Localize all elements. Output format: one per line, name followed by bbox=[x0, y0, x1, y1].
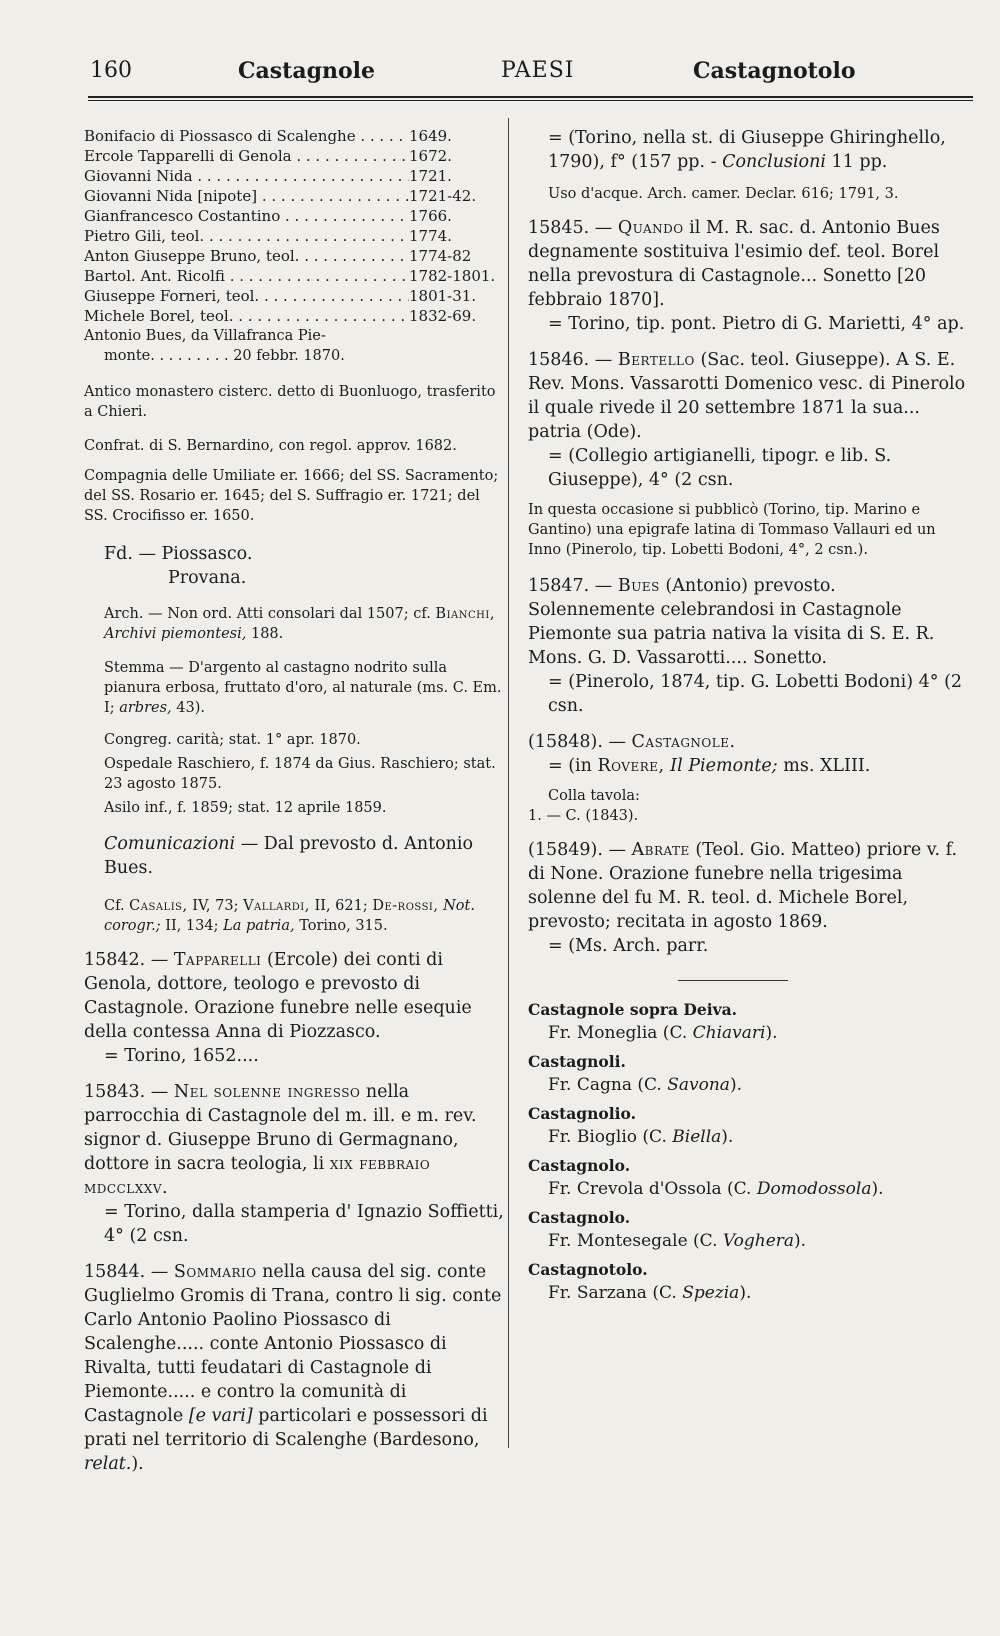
priest-row: Gianfrancesco Costantino . . . 1766. bbox=[84, 206, 504, 226]
place-name: Castagnole sopra Deiva. bbox=[528, 1000, 738, 1019]
place-list bbox=[528, 999, 968, 1305]
archive-note: Arch. — Non ord. Atti consolari dal 1507; cf. Bianchi, Archivi piemontesi, 188. bbox=[104, 606, 495, 642]
priest-row: Giuseppe Forneri, teol. . . . 1801-31. bbox=[84, 286, 504, 306]
place-fraction: Fr. Cagna (C. Savona). bbox=[548, 1075, 742, 1095]
header-rule-thin bbox=[88, 100, 973, 101]
entry-15845-pub: = Torino, tip. pont. Pietro di G. Marietti, 4° ap. bbox=[548, 314, 965, 334]
coat-of-arms-note: Stemma — D'argento al castagno nodrito sulla pianura erbosa, fruttato d'oro, al naturale (ms. C. Em. I; arbres, 43). bbox=[104, 660, 502, 716]
asylum-note: Asilo inf., f. 1859; stat. 12 aprile 1859. bbox=[104, 800, 387, 816]
plate-item: 1. — C. (1843). bbox=[528, 808, 639, 824]
left-column bbox=[84, 126, 504, 1476]
entry-15846-note: In questa occasione si pubblicò (Torino, tip. Marino e Gantino) una epigrafe latina di Tommaso Vallauri ed un Inno (Pinerolo, tip. Lobetti Bodoni, 4°, 2 csn.). bbox=[528, 502, 936, 558]
compagnia-note: Compagnia delle Umiliate er. 1666; del SS. Sacramento; del SS. Rosario er. 1645; del S. Suffragio er. 1721; del SS. Crocifisso er. 1650. bbox=[84, 468, 499, 524]
place-name: Castagnotolo. bbox=[528, 1260, 648, 1279]
entry-15847: 15847. — Bues (Antonio) prevosto. Solennemente celebrandosi in Castagnole Piemonte sua patria nativa la visita di S. E. R. Mons. G. D. Vassarotti.... Sonetto. bbox=[528, 576, 935, 668]
communications-note: Comunicazioni — Dal prevosto d. Antonio Bues. bbox=[104, 834, 474, 878]
entry-15846-pub: = (Collegio artigianelli, tipogr. e lib. S. Giuseppe), 4° (2 csn. bbox=[548, 446, 892, 490]
header-rule bbox=[88, 96, 973, 98]
feudatari-line-2: Provana. bbox=[168, 568, 247, 588]
entry-15848-pub: = (in Rovere, Il Piemonte; ms. XLIII. bbox=[548, 756, 871, 776]
feudatari-line: Fd. — Piossasco. bbox=[104, 544, 253, 564]
place-name: Castagnolio. bbox=[528, 1104, 636, 1123]
priest-row: Giovanni Nida . . . 1721. bbox=[84, 166, 504, 186]
monastery-note: Antico monastero cisterc. detto di Buonluogo, trasferito a Chieri. bbox=[84, 384, 496, 420]
priest-row: Michele Borel, teol. . . . 1832-69. bbox=[84, 306, 504, 326]
entry-continuation: = (Torino, nella st. di Giuseppe Ghiringhello, 1790), f° (157 pp. - Conclusioni 11 pp. bbox=[548, 128, 946, 172]
entry-15848: (15848). — Castagnole. bbox=[528, 732, 736, 752]
priest-row-last-cont: monte. . . . . . . . . 20 febbr. 1870. bbox=[104, 348, 345, 364]
water-use-note: Uso d'acque. Arch. camer. Declar. 616; 1791, 3. bbox=[548, 186, 899, 202]
page-number: 160 bbox=[90, 58, 132, 83]
place-name: Castagnolo. bbox=[528, 1208, 631, 1227]
entry-15849-pub: = (Ms. Arch. parr. bbox=[548, 936, 709, 956]
entry-15842-pub: = Torino, 1652.... bbox=[104, 1046, 259, 1066]
entry-15849: (15849). — Abrate (Teol. Gio. Matteo) priore v. f. di None. Orazione funebre nella trigesima solenne del fu M. R. teol. d. Michele Borel, prevosto; recitata in agosto 1869. bbox=[528, 840, 958, 932]
section-divider bbox=[678, 980, 788, 981]
header-center-title: PAESI bbox=[501, 58, 575, 83]
place-fraction: Fr. Sarzana (C. Spezia). bbox=[548, 1283, 752, 1303]
hospital-note: Ospedale Raschiero, f. 1874 da Gius. Raschiero; stat. 23 agosto 1875. bbox=[104, 756, 496, 792]
entry-15843: 15843. — Nel solenne ingresso nella parrocchia di Castagnole del m. ill. e m. rev. signor d. Giuseppe Bruno di Germagnano, dottore in sacra teologia, li xix febbraio mdcclxxv. bbox=[84, 1082, 477, 1198]
priest-row: Giovanni Nida [nipote] . . . 1721-42. bbox=[84, 186, 504, 206]
priest-row: Pietro Gili, teol. . . . 1774. bbox=[84, 226, 504, 246]
place-fraction: Fr. Bioglio (C. Biella). bbox=[548, 1127, 734, 1147]
header-right-title: Castagnotolo bbox=[693, 58, 856, 84]
place-fraction: Fr. Montesegale (C. Voghera). bbox=[548, 1231, 807, 1251]
entry-15847-pub: = (Pinerolo, 1874, tip. G. Lobetti Bodoni) 4° (2 csn. bbox=[548, 672, 963, 716]
place-name: Castagnolo. bbox=[528, 1156, 631, 1175]
entry-15842: 15842. — Tapparelli (Ercole) dei conti di Genola, dottore, teologo e prevosto di Castagnole. Orazione funebre nelle esequie della contessa Anna di Piozzasco. bbox=[84, 950, 472, 1042]
congregation-note: Congreg. carità; stat. 1° apr. 1870. bbox=[104, 732, 361, 748]
place-fraction: Fr. Moneglia (C. Chiavari). bbox=[548, 1023, 778, 1043]
entry-15844: 15844. — Sommario nella causa del sig. conte Guglielmo Gromis di Trana, contro li sig. conte Carlo Antonio Paolino Piossasco di Scalenghe..... conte Antonio Piossasco di Rivalta, tutti feudatari di Castagnole di Piemonte..... e contro la comunità di Castagnole [e vari] particolari e possessori di prati nel territorio di Scalenghe (Bardesono, relat.). bbox=[84, 1262, 502, 1474]
header-left-title: Castagnole bbox=[238, 58, 375, 84]
right-column bbox=[528, 126, 968, 1311]
priest-row: Ercole Tapparelli di Genola . . . 1672. bbox=[84, 146, 504, 166]
priest-row-last: Antonio Bues, da Villafranca Pie- bbox=[84, 328, 326, 344]
entry-15846: 15846. — Bertello (Sac. teol. Giuseppe). A S. E. Rev. Mons. Vassarotti Domenico vesc. di Pinerolo il quale rivede il 20 settembre 1871 la sua... patria (Ode). bbox=[528, 350, 966, 442]
confraternity-note: Confrat. di S. Bernardino, con regol. approv. 1682. bbox=[84, 438, 457, 454]
priest-row: Bartol. Ant. Ricolfi . . . 1782-1801. bbox=[84, 266, 504, 286]
entry-15843-pub: = Torino, dalla stamperia d' Ignazio Soffietti, 4° (2 csn. bbox=[104, 1202, 504, 1246]
entry-15845: 15845. — Quando il M. R. sac. d. Antonio Bues degnamente sostituiva l'esimio def. teol. Borel nella prevostura di Castagnole... Sonetto [20 febbraio 1870]. bbox=[528, 218, 940, 310]
priest-row: Anton Giuseppe Bruno, teol. . . . 1774-82 bbox=[84, 246, 504, 266]
priest-row: Bonifacio di Piossasco di Scalenghe . . . 1649. bbox=[84, 126, 504, 146]
plate-note: Colla tavola: bbox=[548, 788, 640, 804]
place-name: Castagnoli. bbox=[528, 1052, 626, 1071]
place-fraction: Fr. Crevola d'Ossola (C. Domodossola). bbox=[548, 1179, 884, 1199]
running-header bbox=[88, 58, 950, 98]
priest-list bbox=[84, 126, 504, 326]
column-divider bbox=[508, 118, 509, 1448]
references-note: Cf. Casalis, IV, 73; Vallardi, II, 621; De-rossi, Not. corogr.; II, 134; La patria, Torino, 315. bbox=[104, 898, 475, 934]
